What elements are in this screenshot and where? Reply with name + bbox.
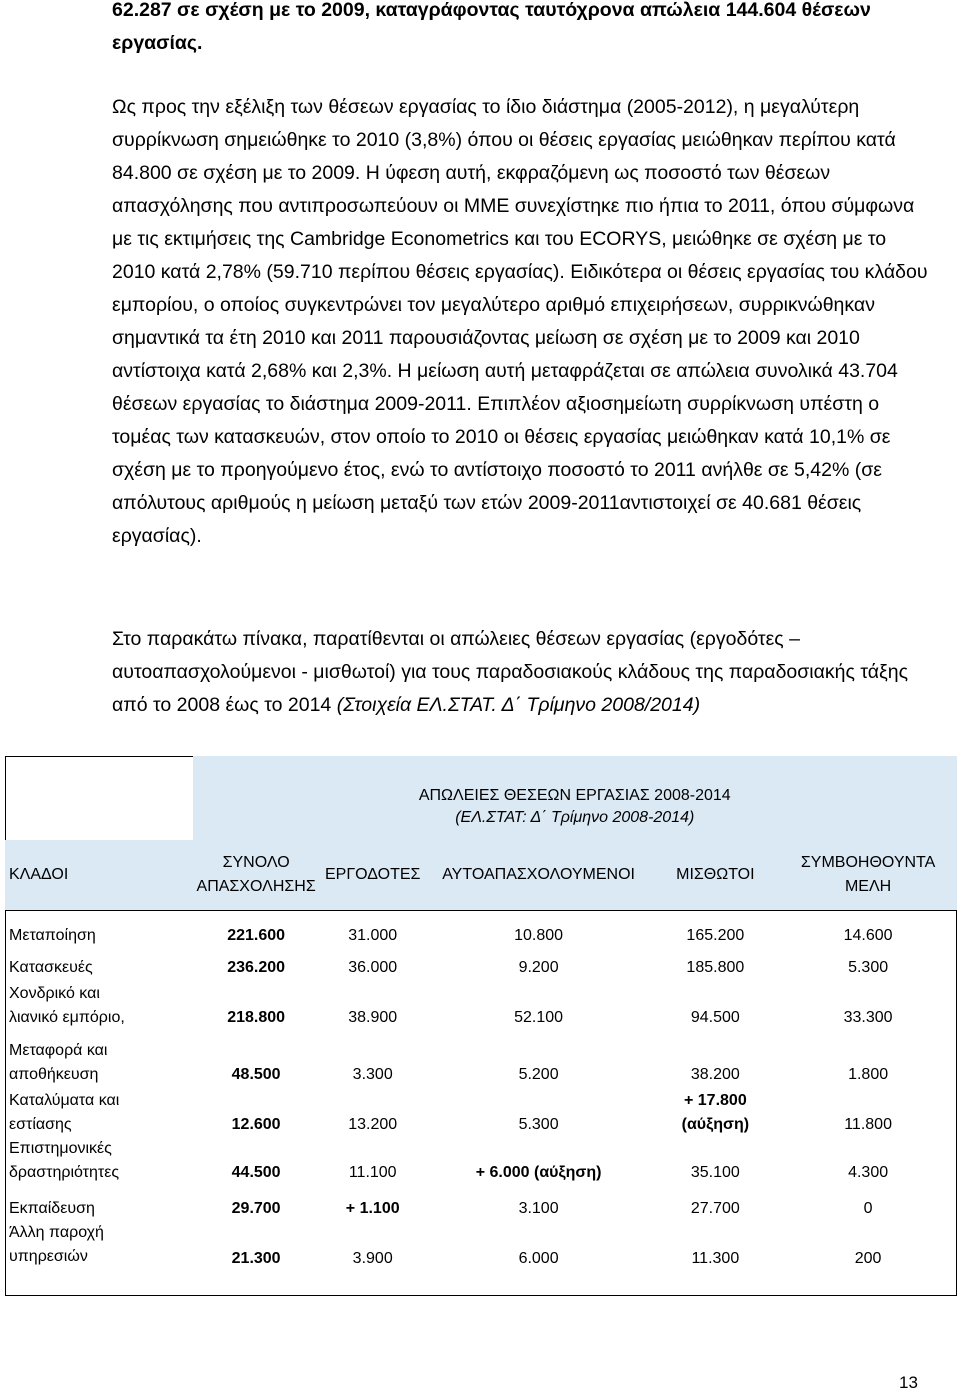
header-helpers <box>779 840 957 910</box>
cell-salaried: 35.100 <box>690 1164 740 1181</box>
row-label-line1: Μεταποίηση <box>9 927 96 944</box>
paragraph-intro <box>112 0 928 60</box>
table-title-cell <box>193 756 957 840</box>
table-header-row <box>5 840 957 910</box>
row-label-line1: Κατασκευές <box>9 959 93 976</box>
cell-self-employed: 10.800 <box>426 910 652 948</box>
paragraph-table-intro-source: (Στοιχεία ΕΛ.ΣΤΑΤ. Δ΄ Τρίμηνο 2008/2014) <box>336 694 701 716</box>
paragraph-table-intro-text: Στο παρακάτω πίνακα, παρατίθενται οι απώλειες θέσεων εργασίας (εργοδότες – αυτοαπασχολούμενοι - μισθωτοί) για τους παραδοσιακούς κλάδους της παραδοσιακής τάξης από το 2008 έως το 2014 <box>112 628 908 716</box>
table-bottom-spacer <box>5 1271 957 1296</box>
cell-helpers: 14.600 <box>779 910 957 948</box>
table-row <box>5 1185 957 1221</box>
cell-employers: 3.900 <box>352 1250 393 1267</box>
header-self-employed: ΑΥΤΟΑΠΑΣΧΟΛΟΥΜΕΝΟΙ <box>426 840 652 910</box>
table-row <box>5 910 957 948</box>
table-row <box>5 1087 957 1137</box>
paragraph-intro-text: 62.287 σε σχέση με το 2009, καταγράφοντας ταυτόχρονα απώλεια 144.604 θέσεων εργασίας. <box>112 0 871 54</box>
table-row <box>5 980 957 1030</box>
row-label <box>5 1030 193 1087</box>
cell-total: 221.600 <box>193 910 320 948</box>
cell-salaried: 38.200 <box>690 1066 740 1083</box>
cell-self-employed: 5.200 <box>518 1066 559 1083</box>
row-label <box>5 948 193 980</box>
cell-salaried: 94.500 <box>690 1009 740 1026</box>
cell-self-employed: 52.100 <box>514 1009 564 1026</box>
table-title-spacer <box>5 756 193 840</box>
cell-employers: 11.100 <box>348 1164 397 1181</box>
cell-salaried: 185.800 <box>686 959 745 976</box>
cell-helpers: 11.800 <box>844 1116 892 1133</box>
row-label-line1: Μεταφορά και <box>9 1042 108 1059</box>
table-row <box>5 1030 957 1087</box>
header-total-line1: ΣΥΝΟΛΟ <box>222 853 290 871</box>
row-label-line2: αποθήκευση <box>9 1066 99 1083</box>
cell-self-employed: 9.200 <box>518 959 559 976</box>
cell-employers: 3.300 <box>352 1066 393 1083</box>
row-label-line1: Χονδρικό και <box>9 985 100 1002</box>
row-label-line2: υπηρεσιών <box>9 1248 88 1265</box>
cell-total: 236.200 <box>227 959 286 976</box>
cell-self-employed: 6.000 <box>518 1250 559 1267</box>
row-label <box>5 1221 193 1271</box>
cell-helpers: 1.800 <box>848 1066 889 1083</box>
cell-salaried-line1: + 17.800 <box>683 1092 747 1109</box>
table-row <box>5 948 957 980</box>
paragraph-table-intro <box>112 623 928 722</box>
cell-salaried-line2: (αύξηση) <box>681 1116 750 1133</box>
paragraph-employment-trends-lead: Ως προς την εξέλιξη των θέσεων εργασίας το ίδιο διάστημα (2005-2012), η μεγαλύτερη συρρίκνωση σημειώθηκε το 2010 (3,8%) όπου οι θέσεις εργασίας μειώθηκαν περίπου κατά 84.800 σε σχέση με το 2009. <box>112 96 896 184</box>
cell-helpers: 0 <box>863 1200 873 1217</box>
cell-self-employed: 5.300 <box>518 1116 559 1133</box>
cell-total: 21.300 <box>231 1250 281 1267</box>
cell-salaried: 27.700 <box>690 1200 740 1217</box>
header-total-line2: ΑΠΑΣΧΟΛΗΣΗΣ <box>196 877 316 895</box>
row-label-line2: εστίασης <box>9 1116 72 1133</box>
cell-self-employed: + 6.000 (αύξηση) <box>475 1164 602 1181</box>
row-label <box>5 1087 193 1137</box>
paragraph-employment-trends <box>112 91 928 553</box>
row-label-line2: λιανικό εμπόριο, <box>9 1009 125 1026</box>
cell-employers: 36.000 <box>348 959 398 976</box>
cell-total: 48.500 <box>231 1066 281 1083</box>
job-losses-table <box>5 756 957 1296</box>
cell-employers: + 1.100 <box>345 1200 400 1217</box>
header-employers: ΕΡΓΟΔΟΤΕΣ <box>320 840 426 910</box>
row-label-line1: Εκπαίδευση <box>9 1200 95 1217</box>
table-subtitle: (ΕΛ.ΣΤΑΤ: Δ΄ Τρίμηνο 2008-2014) <box>455 809 695 826</box>
table-row <box>5 1137 957 1185</box>
header-total <box>193 840 320 910</box>
table-bottom-spacer-cell <box>5 1271 957 1296</box>
row-label-line1: Καταλύματα και <box>9 1092 120 1109</box>
cell-total: 12.600 <box>231 1116 281 1133</box>
header-helpers-line1: ΣΥΜΒΟΗΘΟΥΝΤΑ <box>800 853 936 871</box>
cell-self-employed: 3.100 <box>518 1200 559 1217</box>
header-sector: ΚΛΑΔΟΙ <box>5 840 193 910</box>
header-salaried: ΜΙΣΘΩΤΟΙ <box>652 840 780 910</box>
row-label-line2: δραστηριότητες <box>9 1164 120 1181</box>
row-label <box>5 1185 193 1221</box>
paragraph-employment-trends-body: Η ύφεση αυτή, εκφραζόμενη ως ποσοστό των θέσεων απασχόλησης που αντιπροσωπεύουν οι ΜΜΕ συνεχίστηκε πιο ήπια το 2011, όπου σύμφωνα με τις εκτιμήσεις της Cambridge Econometrics και του ECORYS, μειώθηκε σε σχέση με το 2010 κατά 2,78% (59.710 περίπου θέσεις εργασίας). Ειδικότερα οι θέσεις εργασίας του κλάδου εμπορίου, ο οποίος συγκεντρώνει τον μεγαλύτερο αριθμό επιχειρήσεων, συρρικνώθηκαν σημαντικά τα έτη 2010 και 2011 παρουσιάζοντας μείωση σε σχέση με το 2009 και 2010 αντίστοιχα κατά 2,68% και 2,3%. Η μείωση αυτή μεταφράζεται σε απώλεια συνολικά 43.704 θέσεων εργασίας το διάστημα 2009-2011. Επιπλέον αξιοσημείωτη συρρίκνωση υπέστη ο τομέας των κατασκευών, στον οποίο το 2010 οι θέσεις εργασίας μειώθηκαν κατά 10,1% σε σχέση με το προηγούμενο έτος, ενώ το αντίστοιχο ποσοστό το 2011 ανήλθε σε 5,42% (σε απόλυτους αριθμούς η μείωση μεταξύ των ετών 2009-2011αντιστοιχεί σε 40.681 θέσεις εργασίας). <box>112 162 928 547</box>
row-label <box>5 980 193 1030</box>
page-number: 13 <box>899 1373 918 1392</box>
table-title: ΑΠΩΛΕΙΕΣ ΘΕΣΕΩΝ ΕΡΓΑΣΙΑΣ 2008-2014 <box>418 787 731 804</box>
cell-helpers: 33.300 <box>843 1009 893 1026</box>
cell-employers: 13.200 <box>348 1116 398 1133</box>
cell-helpers: 200 <box>854 1250 882 1267</box>
header-helpers-line2: ΜΕΛΗ <box>844 877 892 895</box>
row-label-line1: Άλλη παροχή <box>9 1224 104 1241</box>
cell-total: 29.700 <box>231 1200 281 1217</box>
row-label-line1: Επιστημονικές <box>9 1140 112 1157</box>
cell-total: 218.800 <box>227 1009 286 1026</box>
cell-helpers: 4.300 <box>848 1164 889 1181</box>
row-label <box>5 1137 193 1185</box>
table-title-row <box>5 756 957 840</box>
cell-employers: 31.000 <box>320 910 426 948</box>
row-label <box>5 910 193 948</box>
cell-salaried <box>652 1087 780 1137</box>
cell-employers: 38.900 <box>348 1009 398 1026</box>
cell-helpers: 5.300 <box>848 959 889 976</box>
cell-salaried: 11.300 <box>691 1250 740 1267</box>
cell-total: 44.500 <box>231 1164 281 1181</box>
table-row <box>5 1221 957 1271</box>
cell-salaried: 165.200 <box>652 910 780 948</box>
